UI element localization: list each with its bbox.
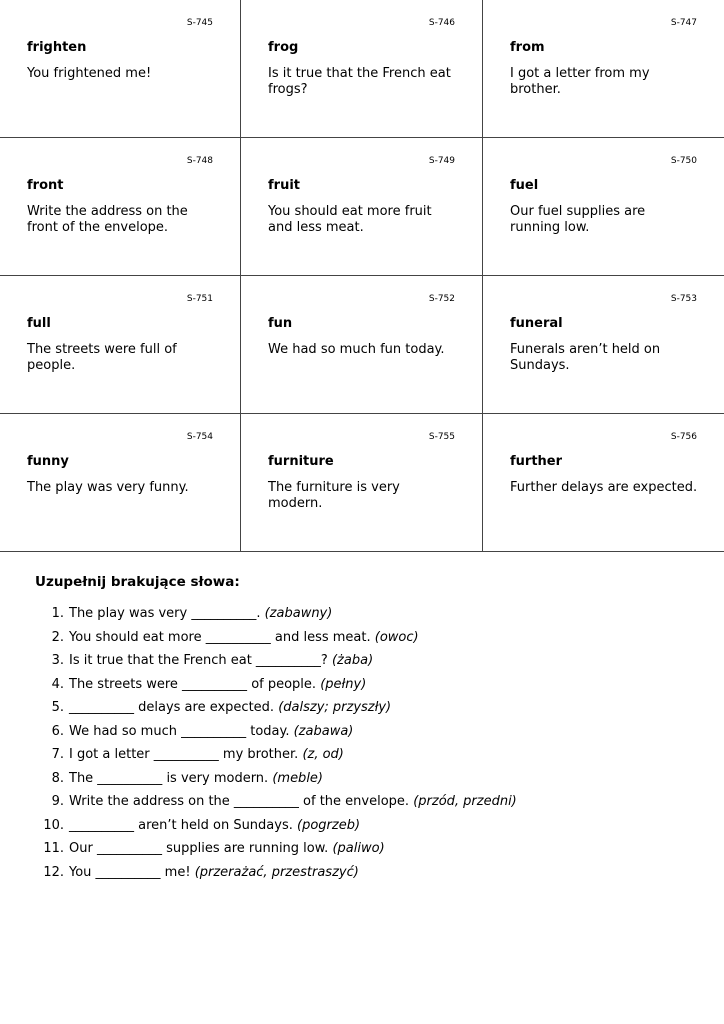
card-code: S-755 [428, 432, 455, 442]
item-number: 6. [51, 723, 64, 739]
item-text-wrapper [69, 841, 385, 857]
card-word: fuel [510, 178, 539, 193]
item-hint: (żaba) [331, 653, 374, 668]
item-text: You __________ me! [69, 864, 191, 880]
item-number: 4. [51, 676, 64, 692]
flashcard [0, 138, 241, 276]
item-number: 5. [51, 700, 64, 715]
item-text-wrapper [69, 700, 391, 716]
card-word: funeral [510, 316, 563, 331]
item-text: Is it true that the French eat __________? [69, 653, 328, 668]
flashcard [241, 276, 483, 414]
item-number: 10. [43, 817, 64, 833]
exercise-title: Uzupełnij brakujące słowa: [35, 574, 240, 590]
item-text: You should eat more __________ and less meat. [69, 629, 371, 645]
card-example-sentence: Write the address on the front of the envelope. [27, 204, 188, 235]
item-hint: (przerażać, przestraszyć) [194, 864, 359, 880]
item-number: 8. [51, 770, 64, 786]
item-text: The __________ is very modern. [69, 770, 269, 786]
card-code: S-754 [186, 432, 213, 442]
flashcard [483, 276, 724, 414]
item-hint: (pełny) [320, 676, 367, 692]
item-hint: (owoc) [374, 629, 419, 645]
card-word: frighten [27, 40, 87, 55]
card-word: front [27, 178, 64, 193]
item-number: 3. [51, 653, 64, 668]
item-text: The streets were __________ of people. [69, 676, 317, 692]
card-example-sentence: The streets were full of people. [27, 342, 177, 373]
item-text: Write the address on the __________ of the envelope. [69, 794, 410, 809]
item-text: Our __________ supplies are running low. [69, 841, 329, 856]
card-code: S-747 [670, 18, 697, 28]
item-hint: (dalszy; przyszły) [278, 700, 392, 715]
item-number: 2. [51, 629, 64, 645]
item-text-wrapper [69, 630, 419, 646]
item-hint: (przód, przedni) [413, 794, 517, 809]
flashcard [483, 138, 724, 276]
card-word: fun [268, 316, 293, 331]
card-code: S-748 [186, 156, 213, 166]
item-text-wrapper [69, 865, 359, 881]
item-text-wrapper [69, 724, 353, 740]
item-hint: (zabawa) [293, 723, 354, 739]
card-code: S-745 [186, 18, 213, 28]
card-word: funny [27, 454, 69, 469]
card-code: S-750 [670, 156, 697, 166]
card-word: further [510, 454, 563, 469]
item-number: 7. [51, 747, 64, 762]
flashcard [0, 276, 241, 414]
flashcard [241, 0, 483, 138]
item-hint: (zabawny) [264, 606, 333, 621]
flashcard [483, 414, 724, 552]
card-word: frog [268, 40, 299, 55]
card-code: S-752 [428, 294, 455, 304]
item-text-wrapper [69, 606, 332, 622]
item-hint: (paliwo) [332, 841, 385, 856]
item-number: 9. [51, 794, 64, 809]
card-code: S-746 [428, 18, 455, 28]
card-example-sentence: Our fuel supplies are running low. [510, 204, 646, 235]
item-text-wrapper [69, 818, 360, 834]
card-code: S-756 [670, 432, 697, 442]
item-hint: (meble) [272, 770, 323, 786]
item-number: 12. [43, 864, 64, 880]
item-number: 11. [43, 841, 64, 856]
card-code: S-751 [186, 294, 213, 304]
item-text: __________ aren’t held on Sundays. [69, 817, 293, 833]
flashcard [241, 414, 483, 552]
item-text-wrapper [69, 653, 373, 669]
item-text-wrapper [69, 747, 344, 763]
card-example-sentence: You should eat more fruit and less meat. [268, 204, 432, 235]
card-example-sentence: The play was very funny. [27, 480, 189, 495]
card-example-sentence: Funerals aren’t held on Sundays. [510, 342, 661, 373]
flashcard [0, 414, 241, 552]
flashcard [483, 0, 724, 138]
item-hint: (z, od) [302, 747, 344, 762]
item-text-wrapper [69, 677, 366, 693]
card-word: full [27, 316, 51, 331]
item-text-wrapper [69, 771, 323, 787]
item-text: __________ delays are expected. [69, 700, 275, 715]
item-text: The play was very __________. [69, 606, 261, 621]
card-example-sentence: You frightened me! [27, 66, 152, 81]
item-text-wrapper [69, 794, 517, 810]
item-hint: (pogrzeb) [297, 817, 361, 833]
item-number: 1. [51, 606, 64, 621]
item-text: I got a letter __________ my brother. [69, 747, 299, 762]
card-example-sentence: We had so much fun today. [268, 342, 445, 357]
card-example-sentence: I got a letter from my brother. [510, 66, 650, 97]
card-code: S-753 [670, 294, 697, 304]
item-text: We had so much __________ today. [69, 723, 290, 739]
card-word: furniture [268, 454, 334, 469]
flashcard [241, 138, 483, 276]
card-word: fruit [268, 178, 300, 193]
card-code: S-749 [428, 156, 455, 166]
card-example-sentence: The furniture is very modern. [268, 480, 400, 511]
card-example-sentence: Is it true that the French eat frogs? [268, 66, 451, 97]
card-example-sentence: Further delays are expected. [510, 480, 698, 495]
card-word: from [510, 40, 545, 55]
flashcard [0, 0, 241, 138]
